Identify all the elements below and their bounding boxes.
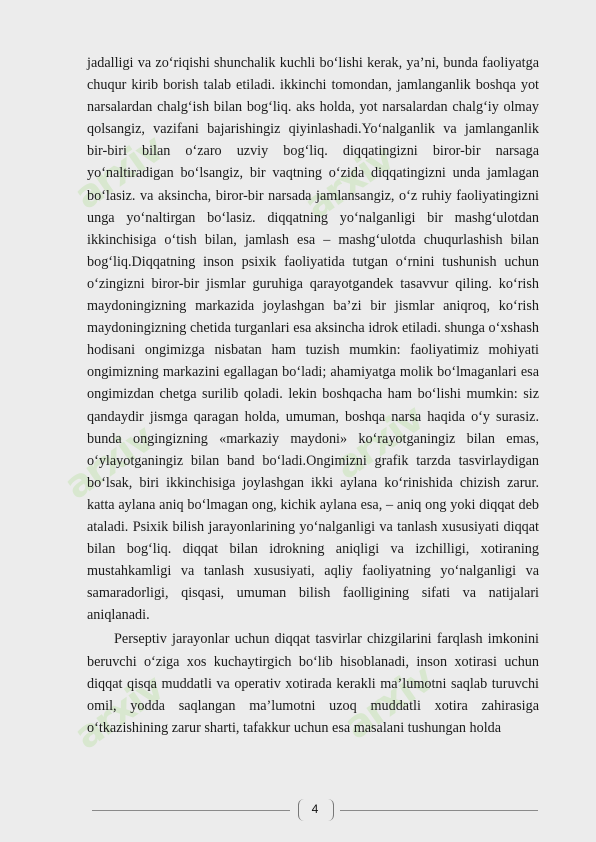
- watermark: arxiv: [326, 396, 431, 488]
- page-number: 4: [311, 802, 319, 816]
- page-footer: [92, 797, 538, 825]
- watermark: arxiv: [66, 126, 171, 218]
- paragraph: Perseptiv jarayonlar uchun diqqat tasvirlar chizgilarini farqlash imkonini beruvchi o‘ziga xos kuchaytirgich bo‘lib hisoblanadi, inson xotirasi uchun diqqat qisqa muddatli va operativ xotirada kerakli ma’lumotni saqlab turuvchi omil, yodda saqlangan ma’lumotni uzoq muddatli xotira zahirasiga o‘tkazishining zarur sharti, tafakkur uchun esa masalani tushungan holda: [87, 631, 539, 736]
- watermark: arxiv: [56, 416, 161, 508]
- body-text: [87, 52, 539, 739]
- watermark: arxiv: [336, 656, 441, 748]
- watermark: arxiv: [296, 136, 401, 228]
- footer-rule-left: [92, 810, 290, 811]
- footer-rule-right: [340, 810, 538, 811]
- paragraph: jadalligi va zo‘riqishi shunchalik kuchli bo‘lishi kerak, ya’ni, bunda faoliyatga chuqur kirib borish talab etiladi. ikkinchi tomondan, jamlanganlik boshqa yot narsalardan chalg‘ish bilan bog‘liq. aks holda, yot narsalardan chalg‘iy olmay qolsangiz, vazifani bajarishingiz qiyinlashadi.Yo‘nalganlik va jamlanganlik bir-biri bilan o‘zaro uzviy bog‘liq. diqqatingizni biror-bir narsaga yo‘naltiradigan bo‘lsangiz, bir vaqtning o‘zida diqqatingizni unda jamlagan bo‘lasiz. va aksincha, biror-bir narsada jamlansangiz, o‘z ruhiy faoliyatingizni unga yo‘naltirgan bo‘lasiz. diqqatning yo‘nalganligi bir mashg‘ulotdan ikkinchisiga o‘tish bilan, jamlash esa – mashg‘ulotda chuqurlashish bilan bog‘liq.Diqqatning inson psixik faoliyatida tutgan o‘rnini tushunish uchun o‘zingizni biror-bir jismlar guruhiga qarayotgandek tasavvur qiling. ko‘rish maydoningizning markazida joylashgan ba’zi bir jismlar aniqroq, ko‘rish maydoningizning chetida turganlari esa aksincha idrok etiladi. shunga o‘xshash hodisani ongimizga nisbatan ham tuzish mumkin: faoliyatimiz mohiyati ongimizning markazini egallagan bo‘ladi; ahamiyatga molik bo‘lmaganlari esa ongimizdan chetga surilib qoladi. lekin boshqacha ham bo‘lishi mumkin: siz qandaydir jismga qaragan holda, umuman, boshqa narsa haqida o‘y surasiz. bunda ongingizning «markaziy maydoni» ko‘rayotganingiz bilan emas, o‘ylayotganingiz bilan band bo‘ladi.Ongimizni grafik tarzda tasvirlaydigan bo‘lsak, biri ikkinchisiga joylashgan ikki aylana ko‘rinishida chizish zarur. katta aylana aniq bo‘lmagan ong, kichik aylana esa, – aniq ong yoki diqqat deb ataladi. Psixik bilish jarayonlarining yo‘nalganligi va tanlash xususiyati diqqat bilan bog‘liq. diqqat bilan idrokning aniqligi va izchilligi, xotiraning mustahkamligi va tanlash xususiyati, aqliy faoliyatning yo‘nalganligi va samaradorligi, qisqasi, umuman bilish faolligining sifati va natijalari aniqlanadi.: [87, 55, 539, 624]
- watermark: arxiv: [66, 666, 171, 758]
